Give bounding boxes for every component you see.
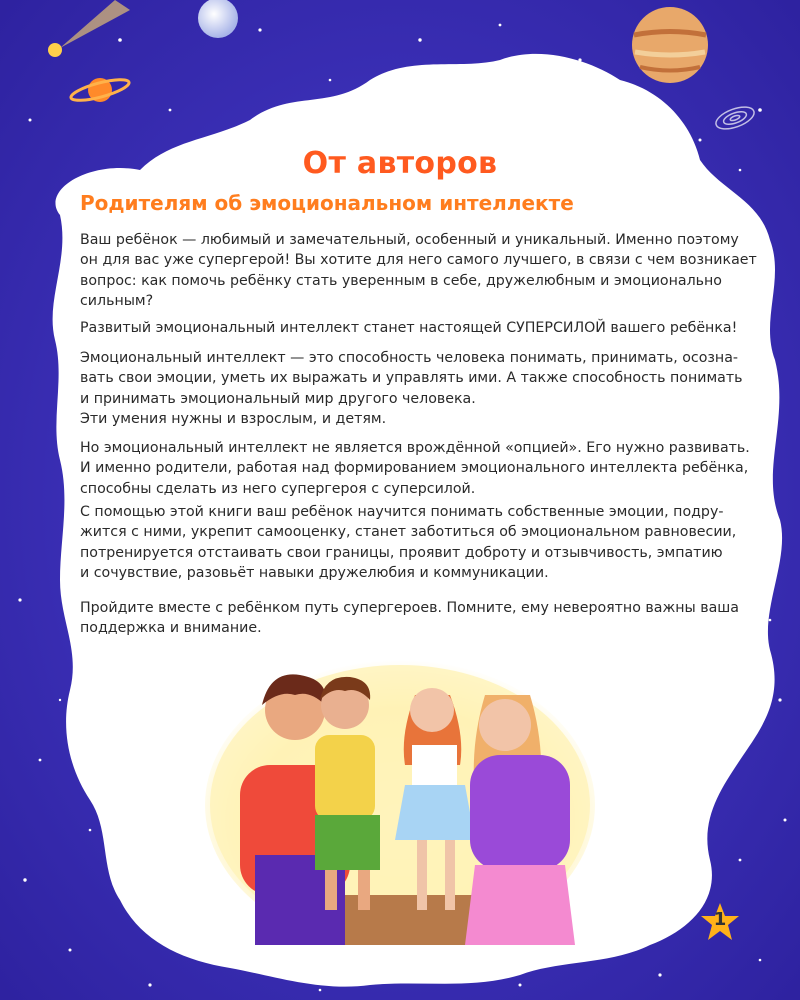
section-subtitle: Родителям об эмоциональном интеллекте (80, 191, 574, 215)
page-number: 1 (713, 909, 727, 930)
page-title: От авторов (302, 146, 498, 181)
paragraph: С помощью этой книги ваш ребёнок научится понимать собственные эмоции, подру- жится с ними, укрепит самооценку, станет заботиться об эмоциональном равновесии, потренируется отстаивать свои границы, проявит доброту и отзывчивость, эмпатию и сочувствие, разовьёт навыки дружелюбия и коммуникации. (80, 504, 737, 582)
paragraph: Развитый эмоциональный интеллект станет настоящей СУПЕРСИЛОЙ вашего ребёнка! (80, 320, 738, 336)
paragraph: Эмоциональный интеллект — это способность человека понимать, принимать, осозна- вать свои эмоции, уметь их выражать и управлять ими. А также способность понимать и принимать эмоциональный мир другого человека. Эти умения нужны и взрослым, и детям. (80, 350, 743, 428)
paragraph: Но эмоциональный интеллект не является врождённой «опцией». Его нужно развивать. И именно родители, работая над формированием эмоционального интеллекта ребёнка, способны сделать из него супергероя с суперсилой. (80, 440, 750, 497)
paragraph: Ваш ребёнок — любимый и замечательный, особенный и уникальный. Именно поэтому он для вас уже супергерой! Вы хотите для него самого лучшего, в связи с чем возникает вопрос: как помочь ребёнку стать уверенным в себе, дружелюбным и эмоционально сильным? (80, 232, 757, 310)
family-illustration (200, 655, 600, 945)
paragraph: Пройдите вместе с ребёнком путь супергероев. Помните, ему невероятно важны ваша поддержка и внимание. (80, 600, 739, 637)
